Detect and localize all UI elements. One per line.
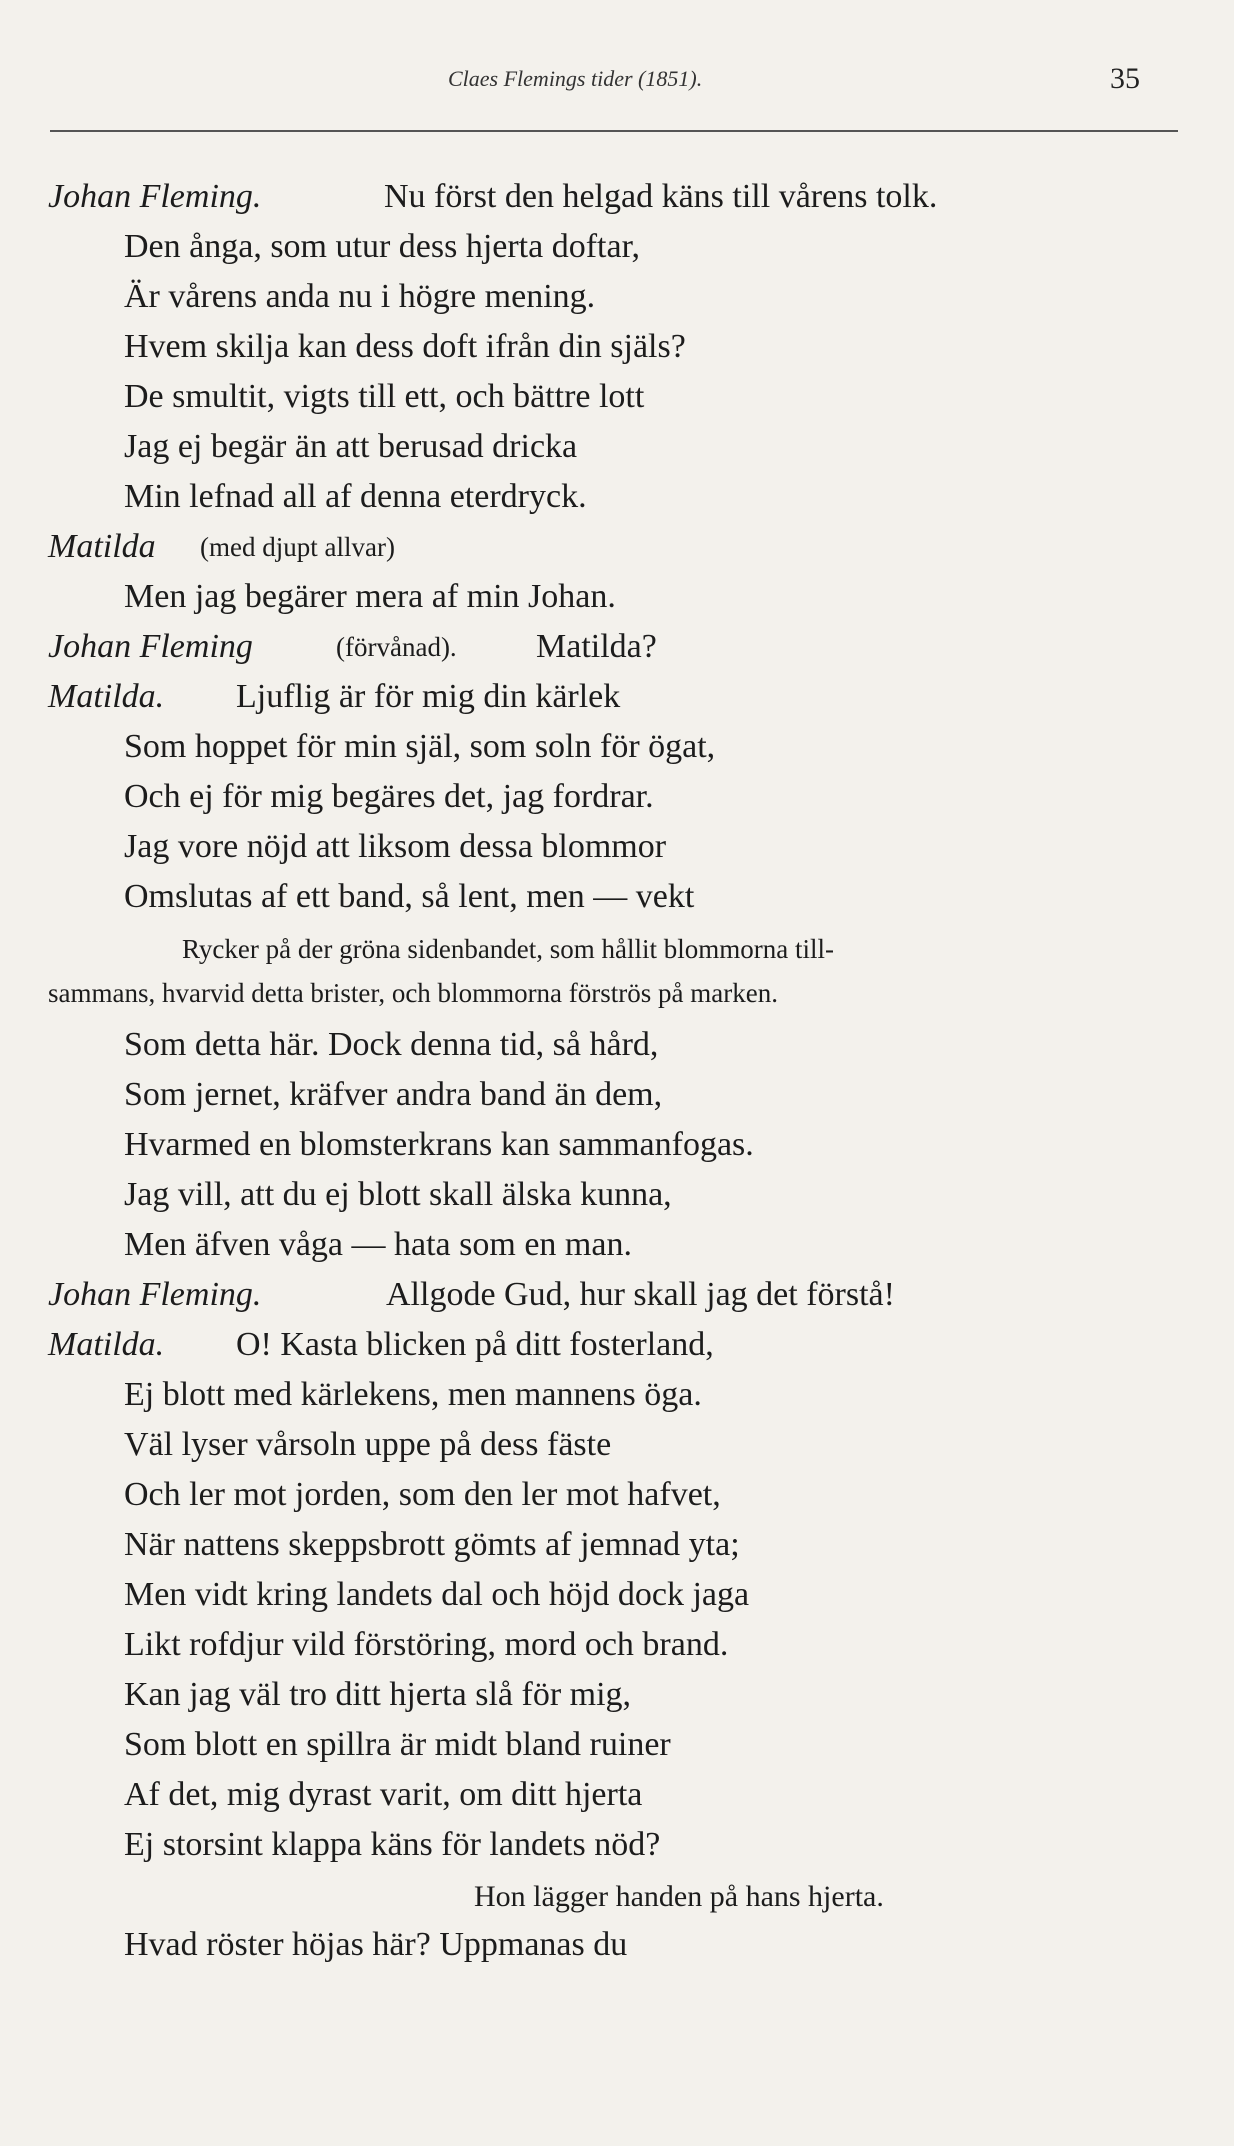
verse-line [0, 422, 1234, 472]
verse-line [0, 1520, 1234, 1570]
verse-line [0, 1620, 1234, 1670]
header-rule [50, 130, 1178, 132]
speaker-name: Johan Fleming. [48, 178, 262, 215]
line-text: Matilda? [536, 628, 657, 665]
verse-line [0, 1420, 1234, 1470]
verse-line [0, 1170, 1234, 1220]
verse-line [0, 872, 1234, 922]
verse-line [0, 822, 1234, 872]
line-text: O! Kasta blicken på ditt fosterland, [236, 1326, 714, 1363]
line-text: Ljuflig är för mig din kärlek [236, 678, 621, 715]
verse-line [0, 1470, 1234, 1520]
line-text: Den ånga, som utur dess hjerta doftar, [124, 228, 641, 265]
stage-direction: Hon lägger handen på hans hjerta. [474, 1880, 884, 1913]
verse-line [0, 672, 1234, 722]
stage-direction: (med djupt allvar) [200, 532, 395, 562]
verse-line [0, 1370, 1234, 1420]
speaker-name: Johan Fleming. [48, 1276, 262, 1313]
line-text: Nu först den helgad käns till vårens tolk. [384, 178, 938, 215]
line-text: De smultit, vigts till ett, och bättre lott [124, 378, 645, 415]
line-text: Likt rofdjur vild förstöring, mord och brand. [124, 1626, 729, 1663]
verse-line [0, 622, 1234, 672]
line-text: Hvem skilja kan dess doft ifrån din själs? [124, 328, 686, 365]
speaker-name: Matilda [48, 528, 156, 565]
stage-direction: (förvånad). [336, 632, 457, 662]
stage-direction-line [0, 924, 1234, 974]
verse-line [0, 1770, 1234, 1820]
line-text: Och ler mot jorden, som den ler mot hafvet, [124, 1476, 721, 1513]
line-text: Ej storsint klappa käns för landets nöd? [124, 1826, 661, 1863]
verse-line [0, 1670, 1234, 1720]
page-number: 35 [1110, 62, 1140, 95]
line-text: Jag vore nöjd att liksom dessa blommor [124, 828, 667, 865]
running-header [0, 62, 1234, 102]
speaker-name: Johan Fleming [48, 628, 253, 665]
line-text: Kan jag väl tro ditt hjerta slå för mig, [124, 1676, 632, 1713]
verse-line [0, 1270, 1234, 1320]
verse-line [0, 722, 1234, 772]
line-text: Som jernet, kräfver andra band än dem, [124, 1076, 663, 1113]
stage-direction-line [0, 968, 1234, 1018]
line-text: Jag vill, att du ej blott skall älska kunna, [124, 1176, 672, 1213]
line-text: Omslutas af ett band, så lent, men — vekt [124, 878, 695, 915]
line-text: Hvad röster höjas här? Uppmanas du [124, 1926, 628, 1963]
stage-direction: Rycker på der gröna sidenbandet, som hållit blommorna till- [182, 934, 835, 964]
verse-line [0, 772, 1234, 822]
verse-line [0, 1320, 1234, 1370]
line-text: Men äfven våga — hata som en man. [124, 1226, 632, 1263]
line-text: Väl lyser vårsoln uppe på dess fäste [124, 1426, 612, 1463]
verse-line [0, 1020, 1234, 1070]
verse-line [0, 322, 1234, 372]
line-text: Som detta här. Dock denna tid, så hård, [124, 1026, 659, 1063]
line-text: Som blott en spillra är midt bland ruiner [124, 1726, 671, 1763]
verse-line [0, 372, 1234, 422]
verse-line [0, 1070, 1234, 1120]
line-text: Men jag begärer mera af min Johan. [124, 578, 616, 615]
line-text: När nattens skeppsbrott gömts af jemnad yta; [124, 1526, 740, 1563]
line-text: Min lefnad all af denna eterdryck. [124, 478, 587, 515]
line-text: Är vårens anda nu i högre mening. [124, 278, 596, 315]
line-text: Jag ej begär än att berusad dricka [124, 428, 578, 465]
line-text: Men vidt kring landets dal och höjd dock jaga [124, 1576, 750, 1613]
verse-line [0, 222, 1234, 272]
verse-line [0, 172, 1234, 222]
verse-line [0, 572, 1234, 622]
verse-line [0, 1920, 1234, 1970]
line-text: Af det, mig dyrast varit, om ditt hjerta [124, 1776, 643, 1813]
verse-line [0, 522, 1234, 572]
speaker-name: Matilda. [48, 678, 165, 715]
speaker-name: Matilda. [48, 1326, 165, 1363]
line-text: Och ej för mig begäres det, jag fordrar. [124, 778, 654, 815]
verse-line [0, 1220, 1234, 1270]
verse-line [0, 472, 1234, 522]
verse-line [0, 1120, 1234, 1170]
line-text: Hvarmed en blomsterkrans kan sammanfogas. [124, 1126, 754, 1163]
verse-line [0, 272, 1234, 322]
verse-line [0, 1570, 1234, 1620]
line-text: Allgode Gud, hur skall jag det förstå! [386, 1276, 895, 1313]
verse-line [0, 1820, 1234, 1870]
running-title: Claes Flemings tider (1851). [448, 66, 703, 91]
line-text: Som hoppet för min själ, som soln för ögat, [124, 728, 716, 765]
line-text: Ej blott med kärlekens, men mannens öga. [124, 1376, 702, 1413]
stage-direction: sammans, hvarvid detta brister, och blommorna förströs på marken. [48, 978, 778, 1008]
stage-direction-line [0, 1872, 1234, 1922]
verse-line [0, 1720, 1234, 1770]
